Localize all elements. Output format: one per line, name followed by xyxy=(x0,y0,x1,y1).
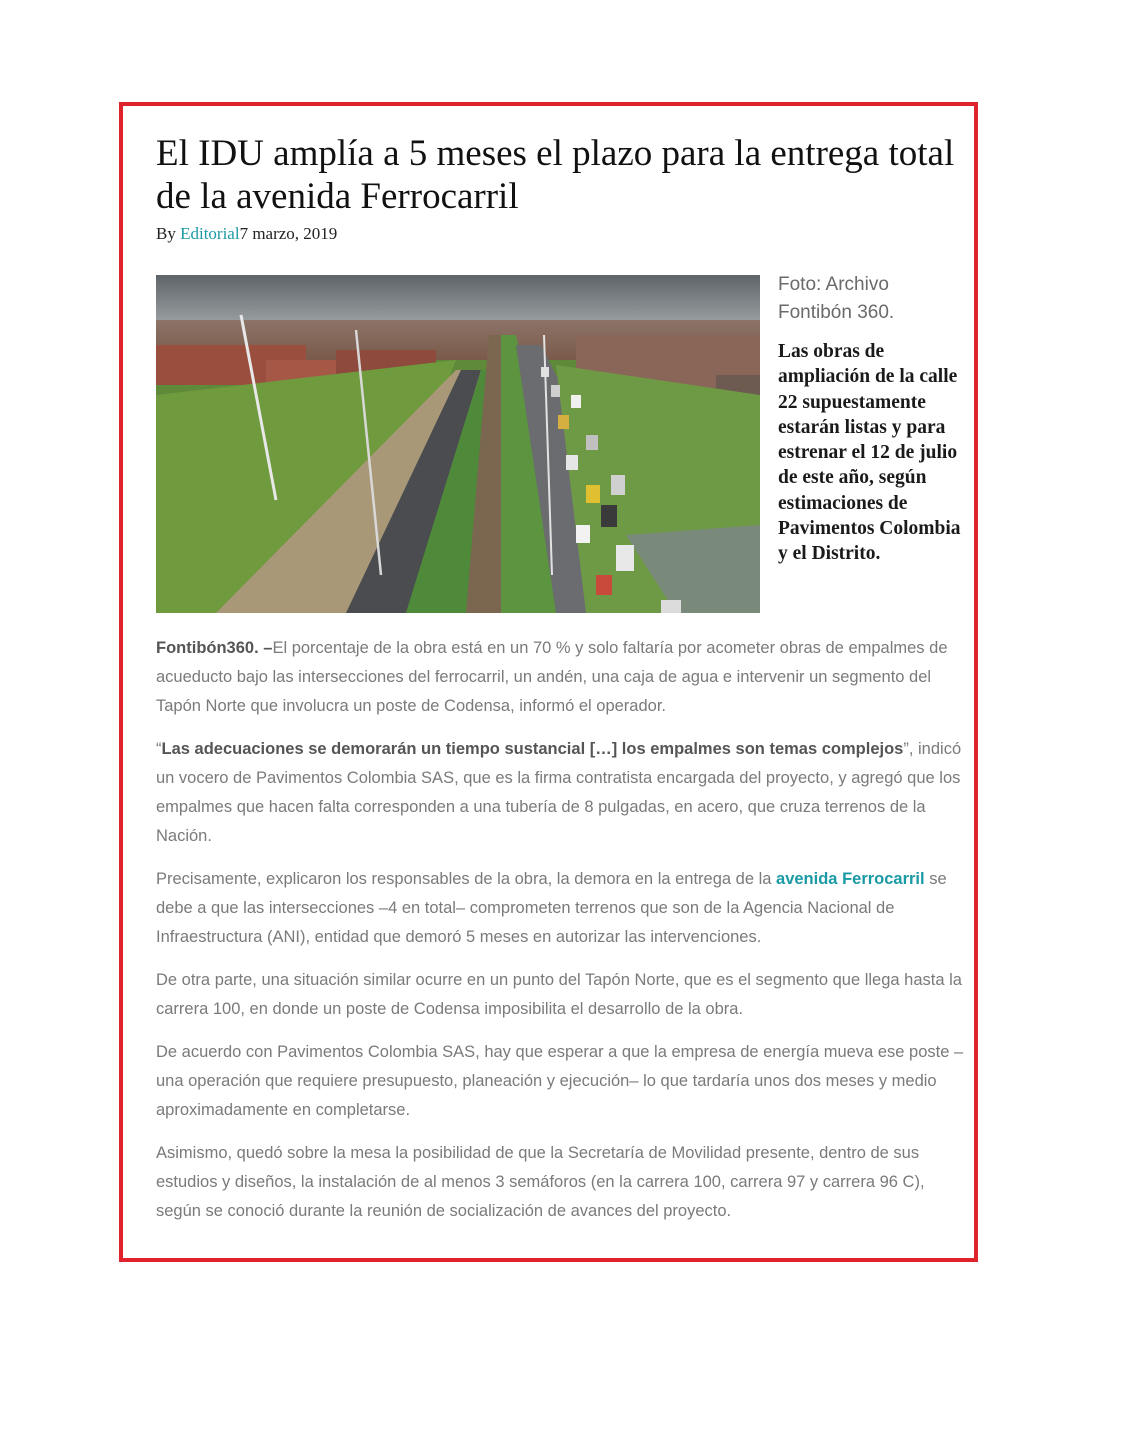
article-body xyxy=(156,634,966,1240)
paragraph-2-text: ”, indicó un vocero de Pavimentos Colombia SAS, que es la firma contratista encargada del proyecto, y agregó que los empalmes que hacen falta corresponden a una tubería de 8 pulgadas, en acero, que cruza terrenos de la Nación. xyxy=(156,740,962,845)
paragraph-3-after: se debe a que las intersecciones –4 en total– comprometen terrenos que son de la Agencia Nacional de Infraestructura (ANI), entidad que demoró 5 meses en autorizar las intervenciones. xyxy=(156,870,947,946)
aerial-road-photo-illustration xyxy=(156,275,760,613)
paragraph-3 xyxy=(156,865,966,952)
aerial-road-photo xyxy=(156,275,760,613)
avenida-ferrocarril-link[interactable]: avenida Ferrocarril xyxy=(776,870,925,888)
dateline: Fontibón360. – xyxy=(156,639,273,657)
paragraph-1 xyxy=(156,634,966,721)
quote-open: “ xyxy=(156,740,162,758)
paragraph-3-before: Precisamente, explicaron los responsables de la obra, la demora en la entrega de la xyxy=(156,870,777,888)
paragraph-5: De acuerdo con Pavimentos Colombia SAS, hay que esperar a que la empresa de energía mueva ese poste –una operación que requiere presupuesto, planeación y ejecución– lo que tardaría unos dos meses y medio aproximadamente en completarse. xyxy=(156,1043,964,1119)
byline xyxy=(156,224,337,244)
photo-caption: Foto: Archivo Fontibón 360. xyxy=(778,274,895,323)
article-lead: Las obras de ampliación de la calle 22 supuestamente estarán listas y para estrenar el 12 de julio de este año, según estimaciones de Pavimentos Colombia y el Distrito. xyxy=(778,341,961,565)
paragraph-1-text: El porcentaje de la obra está en un 70 % y solo faltaría por acometer obras de empalmes de acueducto bajo las intersecciones del ferrocarril, un andén, una caja de agua e intervenir un segmento del Tapón Norte que involucra un poste de Codensa, informó el operador. xyxy=(156,639,948,715)
quote-bold: Las adecuaciones se demorarán un tiempo sustancial […] los empalmes son temas complejos xyxy=(161,740,904,758)
byline-prefix: By xyxy=(156,224,181,243)
article-title: El IDU amplía a 5 meses el plazo para la entrega total de la avenida Ferrocarril xyxy=(156,133,955,217)
paragraph-4: De otra parte, una situación similar ocurre en un punto del Tapón Norte, que es el segmento que llega hasta la carrera 100, en donde un poste de Codensa imposibilita el desarrollo de la obra. xyxy=(156,971,962,1018)
paragraph-2 xyxy=(156,735,966,851)
paragraph-6: Asimismo, quedó sobre la mesa la posibilidad de que la Secretaría de Movilidad presente, dentro de sus estudios y diseños, la instalación de al menos 3 semáforos (en la carrera 100, carrera 97 y carrera 96 C), según se conoció durante la reunión de socialización de avances del proyecto. xyxy=(156,1144,925,1220)
author-link[interactable]: Editorial xyxy=(180,224,240,243)
publish-date: 7 marzo, 2019 xyxy=(239,224,338,243)
